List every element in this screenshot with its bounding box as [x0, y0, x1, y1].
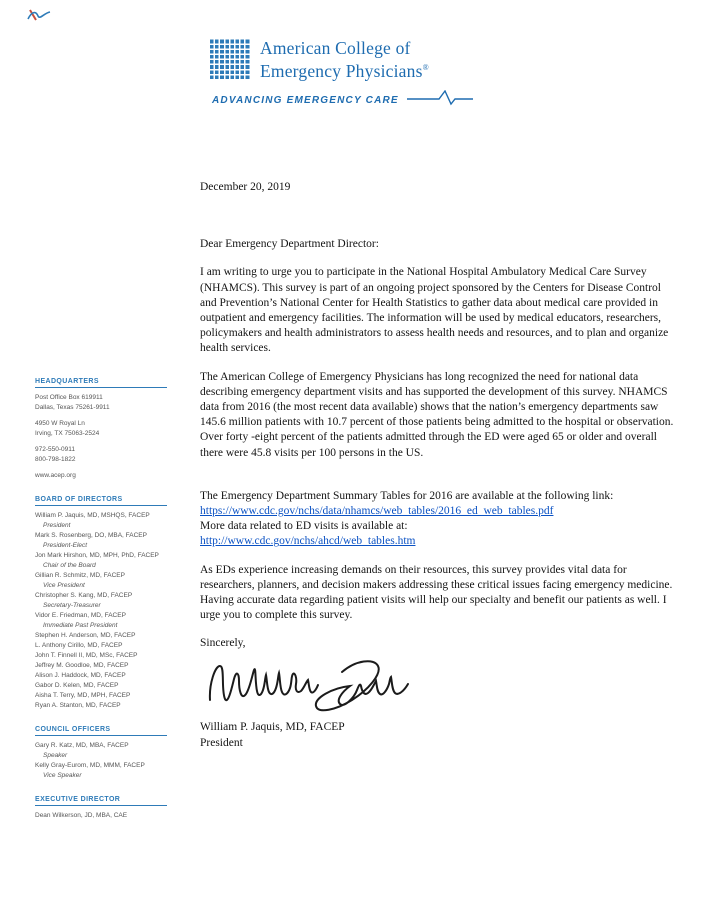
- hq-po-line1: Post Office Box 619911: [35, 394, 103, 401]
- acep-logo: [210, 38, 510, 111]
- board-member-name: Jon Mark Hirshon, MD, MPH, PhD, FACEP: [35, 551, 159, 559]
- board-member-title: Vice President: [43, 581, 85, 589]
- hq-street-line1: 4950 W Royal Ln: [35, 420, 85, 427]
- closing: Sincerely,: [200, 637, 246, 650]
- board-member-name: John T. Finnell II, MD, MSc, FACEP: [35, 651, 138, 659]
- board-member-name: William P. Jaquis, MD, MSHQS, FACEP: [35, 511, 150, 519]
- corner-stamp-icon: [26, 7, 52, 28]
- letterhead-sidebar: [35, 378, 167, 836]
- tagline-row: [212, 90, 510, 111]
- council-member-name: Gary R. Katz, MD, MBA, FACEP: [35, 741, 129, 749]
- org-name: [260, 38, 429, 81]
- board-member-name: Vidor E. Friedman, MD, FACEP: [35, 611, 126, 619]
- council-section: [35, 726, 167, 781]
- letter-body: [200, 180, 678, 751]
- board-member-name: Stephen H. Anderson, MD, FACEP: [35, 631, 136, 639]
- hq-street-line2: Irving, TX 75063-2524: [35, 429, 100, 437]
- executive-section: [35, 796, 167, 821]
- board-member-title: President-Elect: [43, 541, 88, 549]
- ekg-line-icon: [407, 90, 475, 111]
- board-member-name: Mark S. Rosenberg, DO, MBA, FACEP: [35, 531, 147, 539]
- board-member-title: Immediate Past President: [43, 621, 118, 629]
- hq-po-line2: Dallas, Texas 75261-9911: [35, 403, 110, 411]
- board-member-title: President: [43, 521, 71, 529]
- links-intro-2: More data related to ED visits is available at:: [200, 520, 408, 533]
- board-heading: BOARD OF DIRECTORS: [35, 496, 167, 506]
- acep-grid-logo-icon: [210, 39, 250, 79]
- council-member-name: Kelly Gray-Eurom, MD, MMM, FACEP: [35, 761, 145, 769]
- tagline: ADVANCING EMERGENCY CARE: [212, 94, 399, 106]
- council-member-title: Speaker: [43, 751, 68, 759]
- paragraph-2: The American College of Emergency Physicians has long recognized the need for national data describing emergency department visits and has supported the development of this survey. NHAMCS data from 2016 (the most recent data available) shows that the nation’s emergency departments saw 145.6 million patients with 10.7 percent of those patients being admitted to the hospital or observation. Over forty -eight percent of the patients admitted through the ED were aged 65 or older and overall there were 45.8 visits per 100 persons in the US.: [200, 370, 674, 459]
- registered-mark: ®: [422, 63, 429, 72]
- board-member-name: L. Anthony Cirillo, MD, FACEP: [35, 641, 123, 649]
- board-member-name: Gabor D. Kelen, MD, FACEP: [35, 681, 119, 689]
- council-heading: COUNCIL OFFICERS: [35, 726, 167, 736]
- hq-website: www.acep.org: [35, 472, 76, 479]
- headquarters-heading: HEADQUARTERS: [35, 378, 167, 388]
- board-member-title: Chair of the Board: [43, 561, 96, 569]
- board-member-name: Alison J. Haddock, MD, FACEP: [35, 671, 126, 679]
- board-member-name: Gillian R. Schmitz, MD, FACEP: [35, 571, 125, 579]
- links-intro-1: The Emergency Department Summary Tables for 2016 are available at the following link:: [200, 489, 614, 502]
- paragraph-links: [200, 489, 678, 550]
- executive-member-name: Dean Wilkerson, JD, MBA, CAE: [35, 811, 128, 819]
- board-section: [35, 496, 167, 711]
- org-name-line2: Emergency Physicians®: [260, 60, 429, 81]
- board-member-name: Aisha T. Terry, MD, MPH, FACEP: [35, 691, 131, 699]
- hq-phone1: 972-550-0911: [35, 446, 75, 453]
- board-member-name: Christopher S. Kang, MD, FACEP: [35, 591, 133, 599]
- signer-title: President: [200, 736, 243, 749]
- signature: [204, 656, 678, 714]
- board-member-name: Jeffrey M. Goodloe, MD, FACEP: [35, 661, 129, 669]
- ed-visits-link[interactable]: http://www.cdc.gov/nchs/ahcd/web_tables.htm: [200, 535, 416, 548]
- paragraph-1: I am writing to urge you to participate in the National Hospital Ambulatory Medical Care Survey (NHAMCS). This survey is part of an ongoing project sponsored by the Centers for Disease Control and Prevention’s National Center for Health Statistics to gather data about medical care provided in outpatient and emergency facilities. The information will be used by medical educators, researchers, policymakers and health administrators to assess health needs and resources, and to plan and organize health services.: [200, 266, 669, 355]
- executive-heading: EXECUTIVE DIRECTOR: [35, 796, 167, 806]
- headquarters-section: [35, 378, 167, 481]
- hq-phone2: 800-798-1822: [35, 455, 76, 463]
- letter-date: December 20, 2019: [200, 181, 291, 193]
- summary-tables-link[interactable]: https://www.cdc.gov/nchs/data/nhamcs/web_tables/2016_ed_web_tables.pdf: [200, 505, 554, 518]
- board-member-title: Secretary-Treasurer: [43, 601, 101, 609]
- signer-name: William P. Jaquis, MD, FACEP: [200, 720, 345, 733]
- council-member-title: Vice Speaker: [43, 771, 82, 779]
- salutation: Dear Emergency Department Director:: [200, 238, 379, 251]
- board-member-name: Ryan A. Stanton, MD, FACEP: [35, 701, 121, 709]
- org-name-line1: American College of: [260, 38, 411, 58]
- paragraph-4: As EDs experience increasing demands on their resources, this survey provides vital data for researchers, planners, and decision makers addressing these critical issues facing emergency medicine. Having accurate data regarding patient visits will help our specialty and benefit our patients as well. I urge you to complete this survey.: [200, 563, 673, 622]
